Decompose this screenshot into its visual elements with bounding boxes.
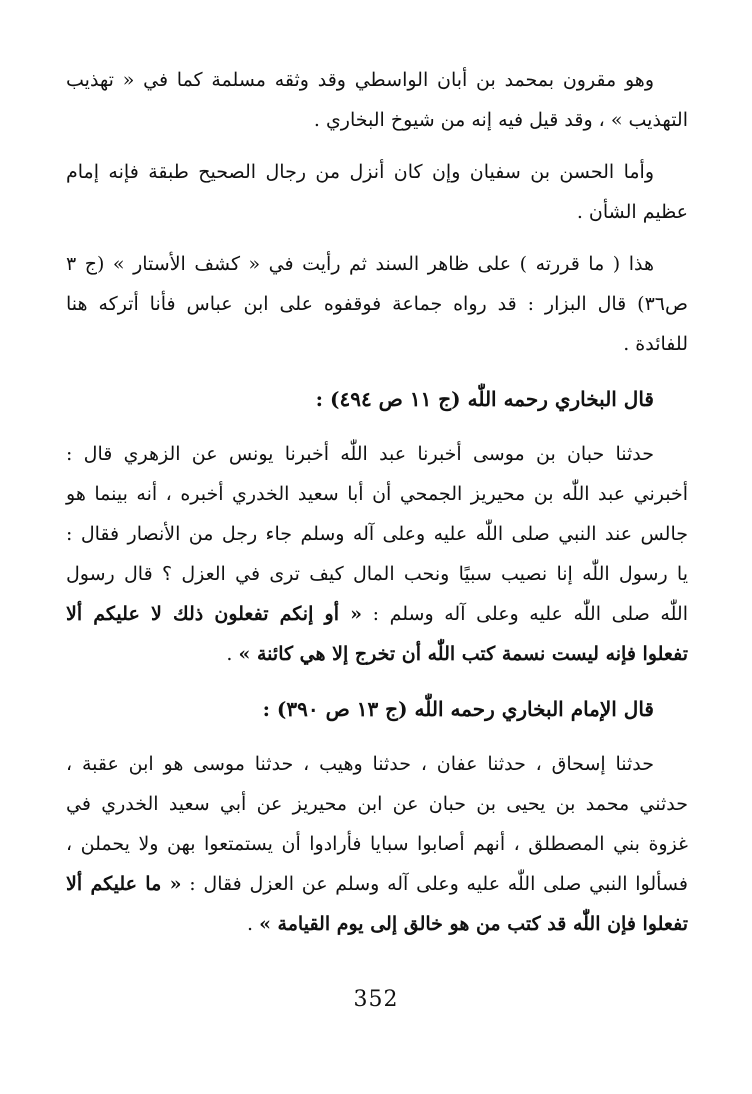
text-line: وأما الحسن بن سفيان وإن كان أنزل من رجال الصحيح طبقة فإنه إمام — [66, 161, 654, 183]
text-line: أخبرني عبد اللّٰه بن محيريز الجمحي أن أبا سعيد الخدري أخبره ، أنه بينما هو — [66, 483, 688, 505]
text-line: للفائدة . — [623, 333, 688, 355]
text-line — [66, 634, 688, 674]
hadith-quote: « ما عليكم ألا — [66, 873, 182, 895]
text-line: التهذيب » ، وقد قيل فيه إنه من شيوخ البخاري . — [313, 109, 688, 131]
paragraph-2 — [66, 152, 688, 232]
text-line — [66, 904, 688, 944]
text-line: عظيم الشأن . — [576, 201, 688, 223]
hadith-quote: تفعلوا فإنه ليست نسمة كتب اللّٰه أن تخرج إلا هي كائنة » — [238, 643, 688, 665]
text-line: يا رسول اللّٰه إنا نصيب سبيًا ونحب المال كيف ترى في العزل ؟ قال رسول — [66, 563, 688, 585]
text-line: وهو مقرون بمحمد بن أبان الواسطي وقد وثقه مسلمة كما في « تهذيب — [66, 69, 654, 91]
text-line: غزوة بني المصطلق ، أنهم أصابوا سبايا فأرادوا أن يستمتعوا بهن ولا يحملن ، — [66, 833, 688, 855]
text-line — [66, 594, 688, 634]
text-plain: اللّٰه صلى اللّٰه عليه وعلى آله وسلم : — [362, 603, 688, 625]
section-heading-1: قال البخاري رحمه اللّٰه (ج ١١ ص ٤٩٤) : — [315, 387, 654, 411]
text-line: حدثني محمد بن يحيى بن حبان عن ابن محيريز عن أبي سعيد الخدري في — [66, 793, 688, 815]
hadith-2 — [66, 744, 688, 944]
hadith-quote: تفعلوا فإن اللّٰه قد كتب من هو خالق إلى يوم القيامة » — [259, 913, 688, 935]
text-line: حدثنا إسحاق ، حدثنا عفان ، حدثنا وهيب ، حدثنا موسى هو ابن عقبة ، — [66, 753, 654, 775]
text-plain: . — [246, 913, 260, 935]
text-line: جالس عند النبي صلى اللّٰه عليه وعلى آله وسلم جاء رجل من الأنصار فقال : — [66, 523, 688, 545]
hadith-1 — [66, 434, 688, 674]
paragraph-1 — [66, 60, 688, 140]
paragraph-3 — [66, 244, 688, 364]
text-line — [66, 864, 688, 904]
page-number: 352 — [353, 987, 399, 1012]
text-line: ص٣٦) قال البزار : قد رواه جماعة فوقفوه على ابن عباس فأنا أتركه هنا — [66, 293, 688, 315]
section-heading-2: قال الإمام البخاري رحمه اللّٰه (ج ١٣ ص ٣٩٠) : — [262, 697, 654, 721]
text-plain: . — [226, 643, 239, 665]
text-line: هذا ( ما قررته ) على ظاهر السند ثم رأيت في « كشف الأستار » (ج ٣ — [66, 253, 654, 275]
hadith-quote: « أو إنكم تفعلون ذلك لا عليكم ألا — [66, 603, 363, 625]
text-line: حدثنا حبان بن موسى أخبرنا عبد اللّٰه أخبرنا يونس عن الزهري قال : — [66, 443, 654, 465]
text-plain: فسألوا النبي صلى اللّٰه عليه وعلى آله وسلم عن العزل فقال : — [181, 873, 688, 895]
text-column — [66, 60, 688, 944]
